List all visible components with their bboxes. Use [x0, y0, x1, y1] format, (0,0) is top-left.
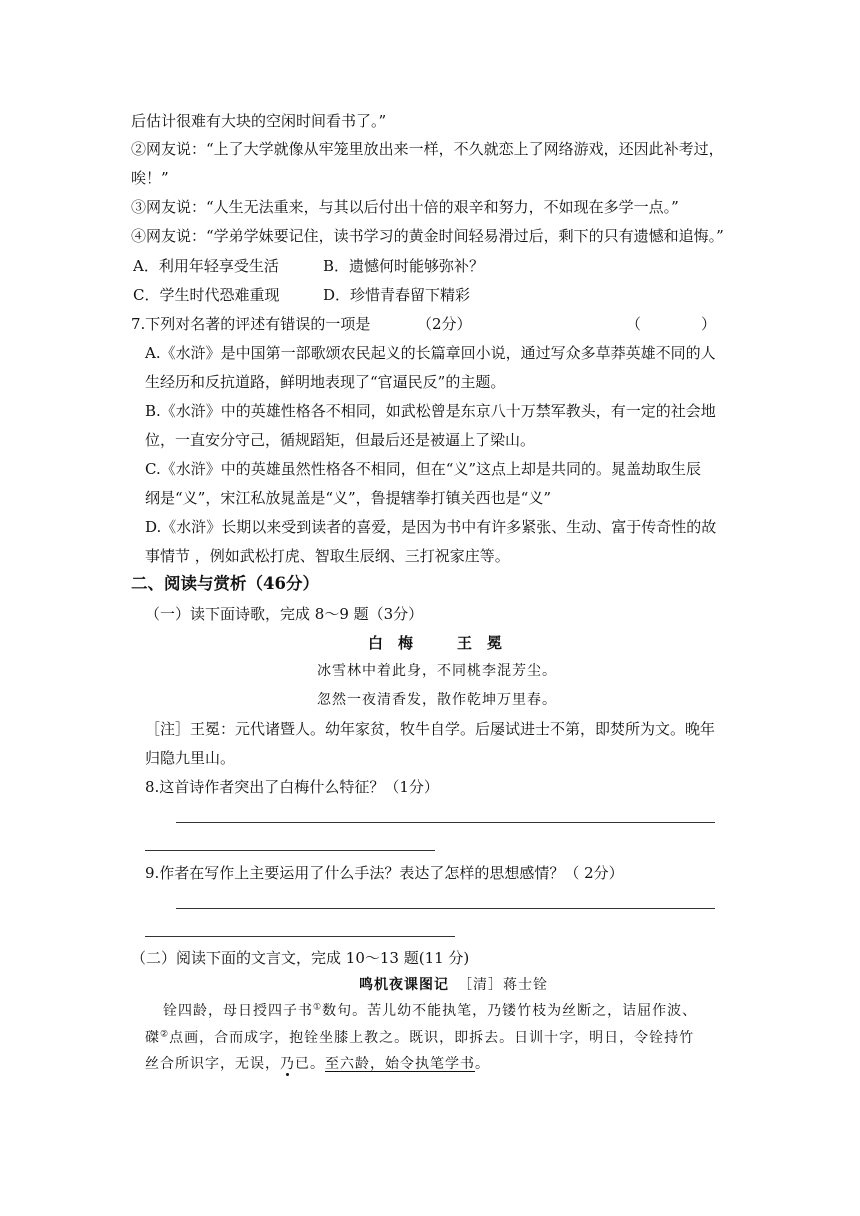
poem-line-2: 忽然一夜清香发，散作乾坤万里春。	[317, 692, 557, 708]
prose-line-3-end: 。	[475, 1056, 490, 1072]
dotted-character: 乃	[280, 1056, 295, 1072]
prose-title: 鸣机夜课图记	[359, 977, 449, 993]
prose-author: ［清］蒋士铨	[458, 977, 548, 993]
intro-line-2: ②网友说：“上了大学就像从牢笼里放出来一样，不久就恋上了网络游戏，还因此补考过，	[131, 140, 724, 158]
part1-instruction: （一）读下面诗歌，完成 8～9 题（3分）	[145, 605, 424, 623]
q6-option-a: A．利用年轻享受生活	[133, 257, 279, 275]
footnote-marker-2: ②	[160, 1029, 170, 1040]
q7-option-b-line-2: 位，一直安分守己，循规蹈矩，但最后还是被逼上了梁山。	[145, 431, 536, 449]
prose-line-1	[163, 1001, 697, 1021]
prose-line-3-text-b: 已	[295, 1056, 310, 1072]
footnote-marker-1: ①	[313, 1002, 323, 1013]
intro-line-5: ④网友说：“学弟学妹要记住，读书学习的黄金时间轻易滑过后，剩下的只有遗憾和追悔。”	[131, 227, 724, 245]
q6-option-c: C．学生时代恐难重现	[133, 286, 280, 304]
prose-line-2	[145, 1028, 694, 1048]
q7-option-a-line-2: 生经历和反抗道路，鲜明地表现了“官逼民反”的主题。	[145, 373, 506, 391]
q9-answer-line-2[interactable]	[145, 936, 455, 937]
q7-option-b-line-1: B.《水浒》中的英雄性格各不相同，如武松曾是东京八十万禁军教头，有一定的社会地	[145, 402, 716, 420]
prose-line-3-text-c: 。	[310, 1056, 325, 1072]
prose-line-1-text-b: 数句。苦儿幼不能执笔，乃镂竹枝为丝断之，诘屈作波、	[322, 1003, 698, 1019]
q7-answer-paren: （ ）	[626, 315, 717, 333]
poem-note-line-2: 归隐九里山。	[145, 749, 236, 767]
q6-option-b: B．遗憾何时能够弥补？	[323, 257, 485, 275]
q9-answer-line-1[interactable]	[176, 908, 715, 909]
q7-option-a-line-1: A.《水浒》是中国第一部歌颂农民起义的长篇章回小说，通过写众多草莽英雄不同的人	[145, 344, 716, 362]
question-9: 9.作者在写作上主要运用了什么手法？表达了怎样的思想感情？（ 2分）	[145, 864, 624, 882]
poem-line-1: 冰雪林中着此身，不同桃李混芳尘。	[317, 663, 557, 679]
q7-option-c-line-1: C.《水浒》中的英雄虽然性格各不相同，但在“义”这点上却是共同的。晁盖劫取生辰	[145, 460, 702, 478]
q8-answer-line-1[interactable]	[176, 822, 715, 823]
prose-line-1-text-a: 铨四龄，母日授四子书	[163, 1003, 313, 1019]
prose-line-3	[145, 1054, 490, 1074]
intro-line-3: 唉！”	[131, 169, 169, 187]
prose-line-3-text-a: 丝合所识字，无误，	[145, 1056, 280, 1072]
q6-option-d: D．珍惜青春留下精彩	[323, 286, 471, 304]
part2-instruction: （二）阅读下面的文言文，完成 10～13 题(11 分)	[131, 949, 470, 967]
poem-author: 王 冕	[457, 634, 503, 652]
intro-line-4: ③网友说：“人生无法重来，与其以后付出十倍的艰辛和努力，不如现在多学一点。”	[131, 198, 679, 216]
section-heading: 二、阅读与赏析（46分）	[131, 574, 319, 593]
q8-answer-line-2[interactable]	[145, 850, 435, 851]
intro-line-1: 后估计很难有大块的空闲时间看书了。”	[131, 112, 387, 130]
prose-line-2-text-a: 磔	[145, 1030, 160, 1046]
q7-option-c-line-2: 纲是“义”，宋江私放晁盖是“义”，鲁提辖拳打镇关西也是“义”	[145, 489, 552, 507]
q7-stem: 7.下列对名著的评述有错误的一项是	[131, 315, 371, 333]
poem-title: 白 梅	[368, 634, 414, 652]
poem-note-line-1: ［注］王冕：元代诸暨人。幼年家贫，牧牛自学。后屡试进士不第，即焚所为文。晚年	[145, 720, 716, 738]
prose-line-2-text-b: 点画，合而成字，抱铨坐膝上教之。既识，即拆去。日训十字，明日，令铨持竹	[169, 1030, 695, 1046]
underlined-sentence: 至六龄，始令执笔学书	[325, 1056, 475, 1072]
q7-option-d-line-2: 事情节 ，例如武松打虎、智取生辰纲、三打祝家庄等。	[145, 547, 510, 565]
question-8: 8.这首诗作者突出了白梅什么特征？（1分）	[145, 778, 439, 796]
q7-option-d-line-1: D.《水浒》长期以来受到读者的喜爱，是因为书中有许多紧张、生动、富于传奇性的故	[145, 518, 717, 536]
q7-score: （2分）	[417, 315, 472, 333]
